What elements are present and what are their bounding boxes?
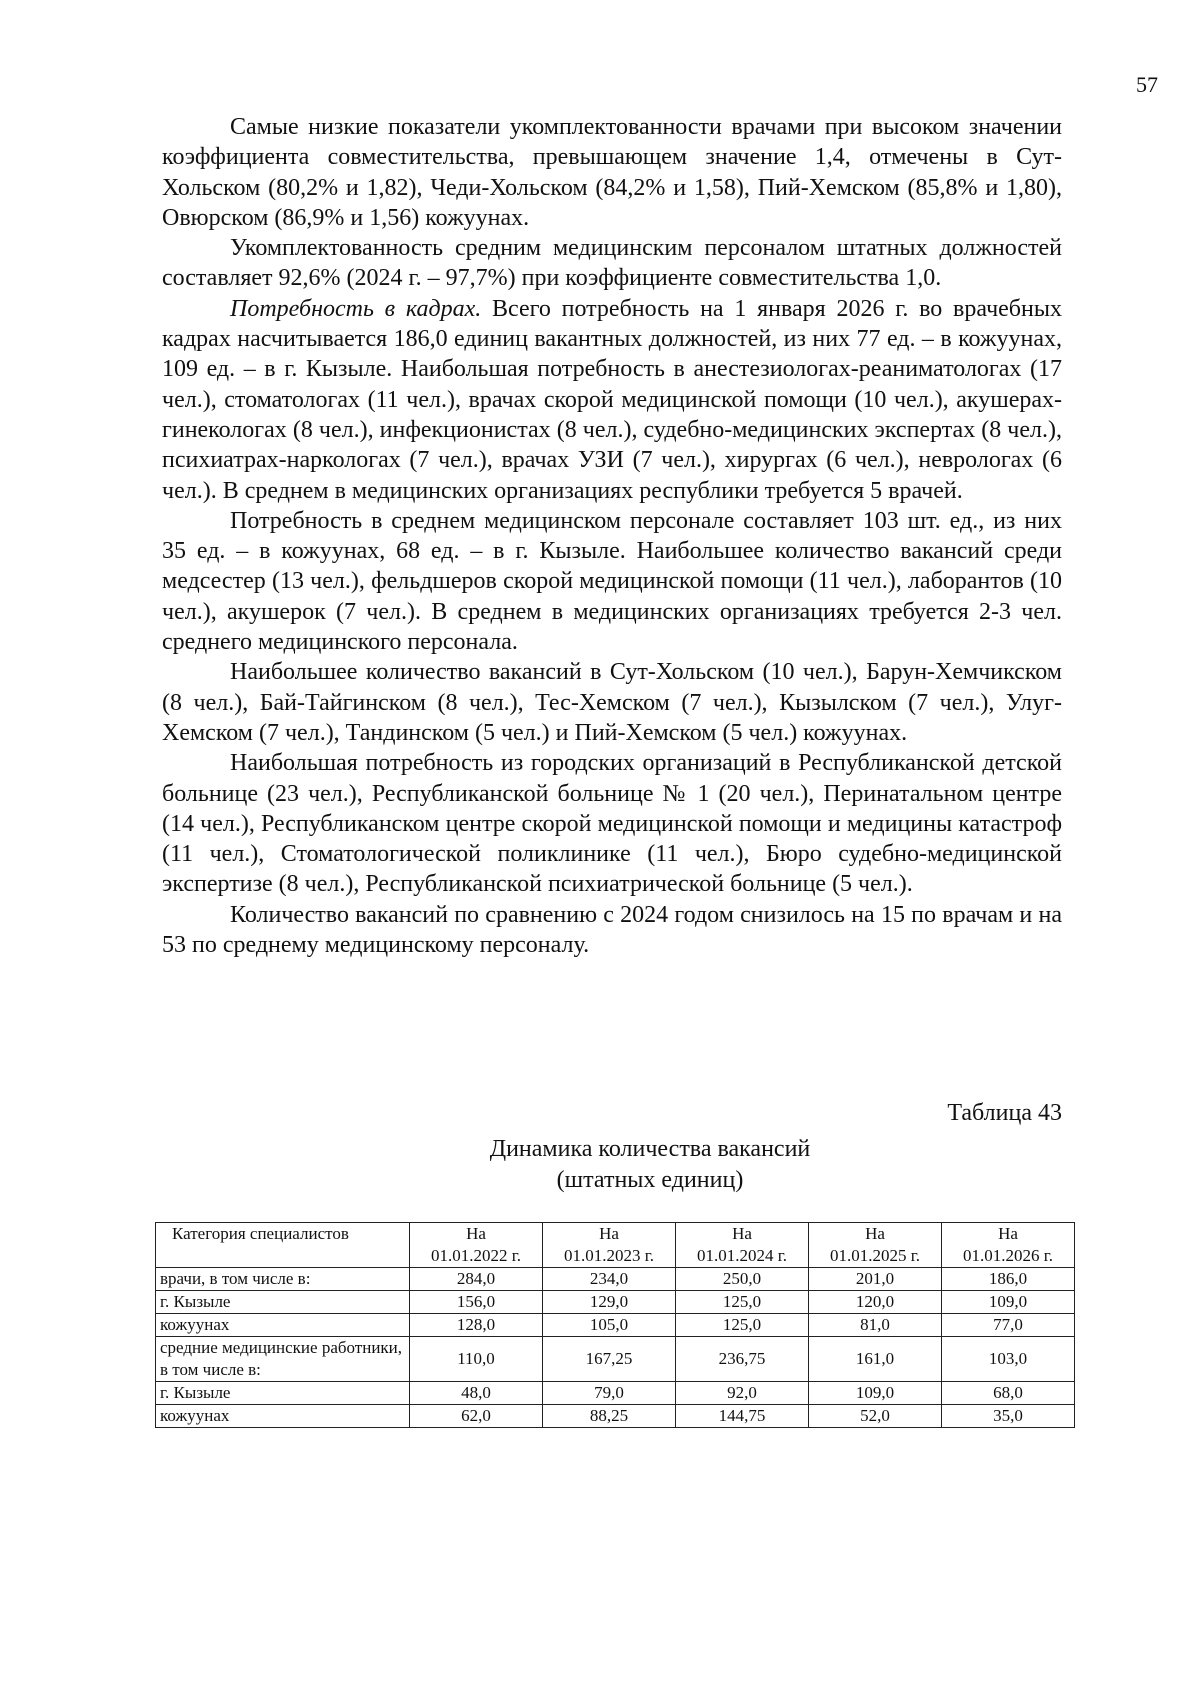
table-cell: 109,0 — [809, 1382, 942, 1405]
header-date: На 01.01.2024 г. — [676, 1223, 809, 1268]
table-row — [156, 1405, 1075, 1428]
table-cell: 236,75 — [676, 1337, 809, 1382]
table-cell: 103,0 — [942, 1337, 1075, 1382]
table-cell: 125,0 — [676, 1314, 809, 1337]
table-cell: 77,0 — [942, 1314, 1075, 1337]
paragraph-nurse-needs: Потребность в среднем медицинском персонале составляет 103 шт. ед., из них 35 ед. – в кожуунах, 68 ед. – в г. Кызыле. Наибольшее количество вакансий среди медсестер (13 чел.), фельдшеров скорой медицинской помощи (11 чел.), лаборантов (10 чел.), акушерок (7 чел.). В среднем в медицинских организациях требуется 2-3 чел. среднего медицинского персонала. — [162, 507, 1062, 656]
table-cell: 144,75 — [676, 1405, 809, 1428]
table-cell: 35,0 — [942, 1405, 1075, 1428]
table-title-line-2: (штатных единиц) — [556, 1167, 744, 1193]
table-cell: 109,0 — [942, 1291, 1075, 1314]
table-cell: 129,0 — [543, 1291, 676, 1314]
table-cell: 110,0 — [410, 1337, 543, 1382]
header-date: На 01.01.2023 г. — [543, 1223, 676, 1268]
paragraph-city-organizations: Наибольшая потребность из городских организаций в Республиканской детской больнице (23 чел.), Республиканской больнице № 1 (20 чел.), Перинатальном центре (14 чел.), Республиканском центре скорой медицинской помощи и медицины катастроф (11 чел.), Стоматологической поликлинике (11 чел.), Бюро судебно-медицинской экспертизе (8 чел.), Республиканской психиатрической больнице (5 чел.). — [162, 750, 1062, 898]
table-header-row — [156, 1223, 1075, 1268]
row-label: кожуунах — [156, 1405, 410, 1428]
table-cell: 81,0 — [809, 1314, 942, 1337]
header-date: На 01.01.2026 г. — [942, 1223, 1075, 1268]
table-row — [156, 1382, 1075, 1405]
table-cell: 48,0 — [410, 1382, 543, 1405]
table-row — [156, 1268, 1075, 1291]
table-row — [156, 1314, 1075, 1337]
row-label: кожуунах — [156, 1314, 410, 1337]
table-title — [400, 1134, 900, 1196]
paragraph-staff-needs — [162, 294, 1062, 506]
table-cell: 250,0 — [676, 1268, 809, 1291]
header-date: На 01.01.2022 г. — [410, 1223, 543, 1268]
section-lead: Потребность в кадрах. — [230, 295, 482, 322]
row-label: г. Кызыле — [156, 1382, 410, 1405]
table-cell: 68,0 — [942, 1382, 1075, 1405]
table-cell: 125,0 — [676, 1291, 809, 1314]
page-number: 57 — [1136, 72, 1158, 97]
table-cell: 52,0 — [809, 1405, 942, 1428]
table-cell: 128,0 — [410, 1314, 543, 1337]
paragraph-vacancies-districts: Наибольшее количество вакансий в Сут-Хольском (10 чел.), Барун-Хемчикском (8 чел.), Бай-Тайгинском (8 чел.), Тес-Хемском (7 чел.), Кызылском (7 чел.), Улуг-Хемском (7 чел.), Тандинском (5 чел.) и Пий-Хемском (5 чел.) кожуунах. — [162, 659, 1062, 746]
table-cell: 167,25 — [543, 1337, 676, 1382]
table-cell: 284,0 — [410, 1268, 543, 1291]
header-category: Категория специалистов — [156, 1223, 410, 1268]
table-cell: 62,0 — [410, 1405, 543, 1428]
table-cell: 161,0 — [809, 1337, 942, 1382]
paragraph-staffing-lowest: Самые низкие показатели укомплектованности врачами при высоком значении коэффициента совместительства, превышающем значение 1,4, отмечены в Сут-Хольском (80,2% и 1,82), Чеди-Хольском (84,2% и 1,58), Пий-Хемском (85,8% и 1,80), Овюрском (86,9% и 1,56) кожуунах. — [162, 114, 1062, 231]
paragraph-nurse-staffing: Укомплектованность средним медицинским персоналом штатных должностей составляет 92,6% (2024 г. – 97,7%) при коэффициенте совместительства 1,0. — [162, 235, 1062, 292]
table-cell: 120,0 — [809, 1291, 942, 1314]
paragraph-staff-needs-text: Всего потребность на 1 января 2026 г. во врачебных кадрах насчитывается 186,0 единиц вакантных должностей, из них 77 ед. – в кожуунах, 109 ед. – в г. Кызыле. Наибольшая потребность в анестезиологах-реаниматологах (17 чел.), стоматологах (11 чел.), врачах скорой медицинской помощи (10 чел.), акушерах-гинекологах (8 чел.), инфекционистах (8 чел.), судебно-медицинских экспертах (8 чел.), психиатрах-наркологах (7 чел.), врачах УЗИ (7 чел.), хирургах (6 чел.), неврологах (6 чел.). В среднем в медицинских организациях республики требуется 5 врачей. — [162, 295, 1062, 504]
paragraph-vacancy-change: Количество вакансий по сравнению с 2024 годом снизилось на 15 по врачам и на 53 по среднему медицинскому персоналу. — [162, 901, 1062, 959]
table-row — [156, 1337, 1075, 1382]
table-cell: 156,0 — [410, 1291, 543, 1314]
row-label: врачи, в том числе в: — [156, 1268, 410, 1291]
body-text — [162, 112, 1062, 960]
table-row — [156, 1291, 1075, 1314]
table-cell: 92,0 — [676, 1382, 809, 1405]
table-cell: 201,0 — [809, 1268, 942, 1291]
table-cell: 88,25 — [543, 1405, 676, 1428]
table-cell: 79,0 — [543, 1382, 676, 1405]
table-cell: 186,0 — [942, 1268, 1075, 1291]
table-title-line-1: Динамика количества вакансий — [489, 1136, 811, 1162]
row-label: средние медицинские работники, в том числе в: — [156, 1337, 410, 1382]
vacancies-table — [155, 1222, 1075, 1428]
row-label: г. Кызыле — [156, 1291, 410, 1314]
table-caption: Таблица 43 — [947, 1100, 1062, 1126]
table-cell: 234,0 — [543, 1268, 676, 1291]
table-cell: 105,0 — [543, 1314, 676, 1337]
header-date: На 01.01.2025 г. — [809, 1223, 942, 1268]
